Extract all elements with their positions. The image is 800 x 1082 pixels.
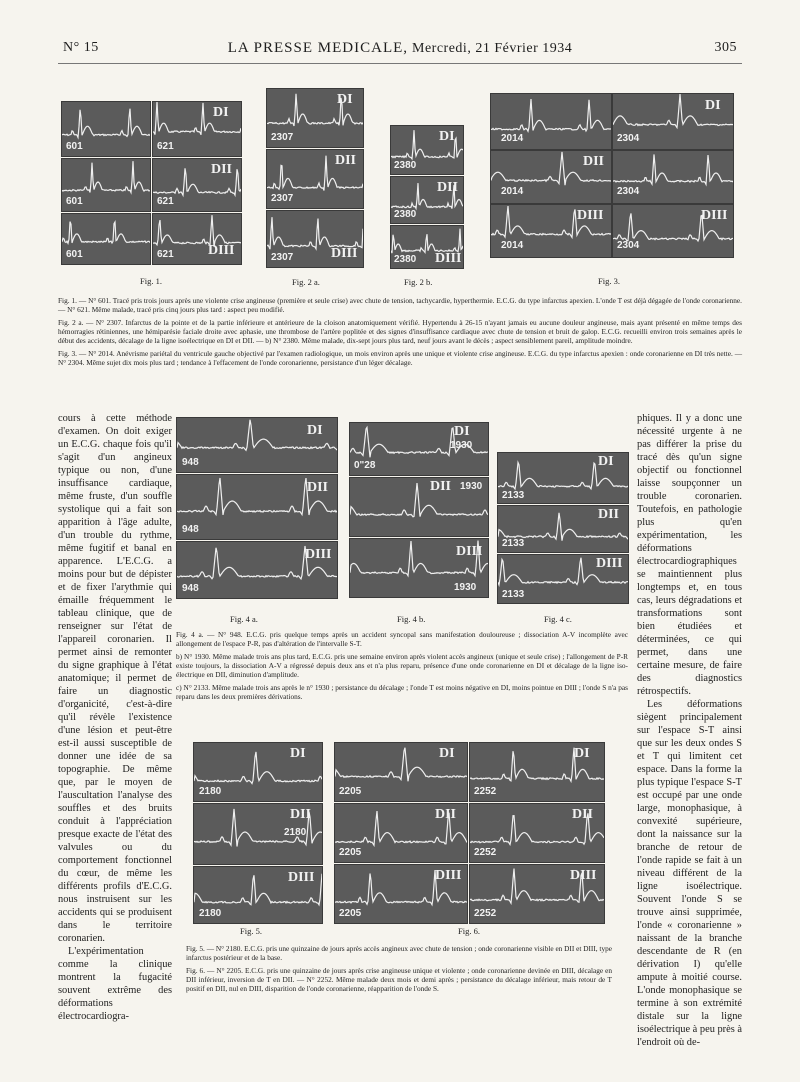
ecg-strip — [349, 422, 489, 476]
page-number: 305 — [714, 40, 737, 55]
ecg-strip — [152, 101, 242, 157]
tracing-number: 2252 — [474, 847, 497, 858]
tracing-number: 2180 — [199, 786, 222, 797]
ecg-waveform — [62, 109, 150, 138]
tracing-number: 1930 — [450, 440, 473, 451]
paragraph: Les déformations siègent principalement sur l'espace S-T ainsi que sur les deux ondes S et T qui limitent cet espace. Dans la forme la plus typique l'espace S-T est occupé par une onde large, monophasique, à convexité supérieure, dont la naissance sur la branche de retour de l'onde rapide se fait à un niveau différent de la ligne isoélectrique. Souvent l'onde S se trouve ainsi supprimée, l'onde « coronarienne » naissant de la branche descendante de R (en dérivation I) qu'elle ampute à moitié course. L'onde monophasique se termine à son extrémité distale sur la ligne isoélectrique à peu près à l'endroit où de- — [637, 699, 743, 1048]
ecg-strip — [193, 866, 323, 924]
figure-label: Fig. 4 c. — [544, 614, 572, 624]
ecg-strip — [176, 417, 338, 473]
ecg-strip — [490, 150, 612, 204]
lead-label: DIII — [331, 246, 358, 261]
tracing-number: 2133 — [502, 589, 525, 600]
figure-label: Fig. 4 b. — [397, 614, 426, 624]
lead-label: DIII — [305, 547, 332, 562]
ecg-strip — [61, 213, 151, 265]
tracing-number: 2307 — [271, 193, 294, 204]
ecg-strip — [266, 210, 364, 268]
tracing-number: 621 — [157, 249, 174, 260]
ecg-strip — [390, 225, 464, 269]
paragraph: L'expérimentation comme la clinique montrent la fugacité souvent extrême des déformations électrocardiogra- — [58, 946, 172, 1022]
ecg-strip — [152, 213, 242, 265]
tracing-number: 1930 — [460, 481, 483, 492]
lead-label: DII — [583, 154, 605, 169]
tracing-number: 601 — [66, 196, 83, 207]
tracing-number: 948 — [182, 524, 199, 535]
caption-fig4c: c) N° 2133. Même malade trois ans après le n° 1930 ; persistance du décalage ; l'onde T est moins négative en DI, moins pointue en DIII ; l'onde S n'a pas reparu dans les deux premières dérivations. — [176, 683, 628, 701]
ecg-strip — [266, 149, 364, 209]
ecg-strip — [497, 505, 629, 553]
tracing-number: 601 — [66, 141, 83, 152]
tracing-number: 2014 — [501, 186, 524, 197]
lead-label: DIII — [570, 868, 597, 883]
tracing-number: 2133 — [502, 538, 525, 549]
lead-label: DII — [211, 162, 233, 177]
tracing-number: 2307 — [271, 132, 294, 143]
lead-label: DII — [598, 507, 620, 522]
tracing-number: 2380 — [394, 160, 417, 171]
lead-label: DII — [290, 807, 312, 822]
lead-label: DIII — [456, 544, 483, 559]
ecg-strip — [497, 452, 629, 504]
top-captions — [58, 296, 742, 371]
tracing-number: 621 — [157, 196, 174, 207]
tracing-number: 2304 — [617, 186, 640, 197]
ecg-waveform — [491, 99, 611, 131]
lead-label: DII — [435, 807, 457, 822]
figure-label: Fig. 2 a. — [292, 277, 320, 287]
left-text-column — [58, 412, 172, 1023]
lead-label: DIII — [577, 208, 604, 223]
lead-label: DIII — [701, 208, 728, 223]
paragraph: phiques. Il y a donc une nécessité urgente à ne pas différer la prise du tracé dès qu'un signe objectif ou fonctionnel laisse soupçonner un trouble coronarien. Toutefois, en pathologie plus qu'en expérimentation, les déformations électrocardiographiques se maintiennent plus longtemps et, en tous cas, leurs dégradations et transformations sont bien étudiées et déterminées, ce qui permet, dans une certaine mesure, de faire des diagnostics rétrospectifs. — [637, 413, 742, 697]
tracing-number: 2380 — [394, 209, 417, 220]
caption-fig5: Fig. 5. — N° 2180. E.C.G. pris une quinzaine de jours après accès angineux avec chute de tension ; onde coronarienne visible en DII et DIII, type infarctus postérieur et de la base. — [186, 944, 612, 962]
ecg-strip — [61, 101, 151, 157]
tracing-number: 2307 — [271, 252, 294, 263]
time-marker: 0"28 — [354, 460, 376, 471]
ecg-strip — [334, 742, 468, 802]
ecg-strip — [193, 803, 323, 865]
ecg-strip — [497, 554, 629, 604]
ecg-strip — [349, 538, 489, 598]
caption-fig6: Fig. 6. — N° 2205. E.C.G. pris une quinzaine de jours après crise angineuse unique et violente ; onde coronarienne devinée en DIII, décalage en DII inférieur, inversion de T en DII. — N° 2252. Même malade deux mois et demi après ; persistance du décalage inférieur, mais retour de T positif en DII, nul en DIII, disparition de l'onde coronarienne, réapparition de l'onde S. — [186, 966, 612, 993]
ecg-strip — [469, 742, 605, 802]
ecg-strip — [349, 477, 489, 537]
figure-label: Fig. 2 b. — [404, 277, 433, 287]
lead-label: DI — [574, 746, 590, 761]
tracing-number: 2205 — [339, 847, 362, 858]
lead-label: DI — [337, 92, 353, 107]
ecg-waveform — [613, 154, 733, 184]
ecg-strip — [490, 204, 612, 258]
tracing-number: 2014 — [501, 240, 524, 251]
caption-fig3: Fig. 3. — N° 2014. Anévrisme pariétal du ventricule gauche objectivé par l'examen radiologique, un mois environ après une unique et violente crise angineuse. E.C.G. du type infarctus apexien : onde coronarienne en DI très nette. — N° 2304. Même sujet dix mois plus tard ; tendance à l'effacement de l'onde coronarienne, persistance d'un léger décalage. — [58, 349, 742, 367]
ecg-waveform — [267, 217, 363, 249]
tracing-number: 948 — [182, 583, 199, 594]
lead-label: DI — [454, 424, 470, 439]
ecg-strip — [390, 176, 464, 224]
lead-label: DI — [290, 746, 306, 761]
caption-fig4b: b) N° 1930. Même malade trois ans plus tard, E.C.G. pris une semaine environ après violent accès angineux (unique et seule crise) ; l'allongement de P-R existe toujours, la dissociation A-V a régressé depuis deux ans et n'a plus reparu, présence d'une onde coronarienne en DI et décalage de la ligne iso-électrique en DII, diminution d'amplitude. — [176, 652, 628, 679]
ecg-strip — [390, 125, 464, 175]
ecg-strip — [334, 864, 468, 924]
fig5-6-captions — [186, 944, 612, 997]
tracing-number: 2205 — [339, 908, 362, 919]
ecg-strip — [612, 204, 734, 258]
lead-label: DII — [307, 480, 329, 495]
issue-number: N° 15 — [63, 40, 99, 55]
tracing-number: 2252 — [474, 786, 497, 797]
issue-date: Mercredi, 21 Février 1934 — [412, 41, 573, 56]
tracing-number: 2380 — [394, 254, 417, 265]
lead-label: DI — [213, 105, 229, 120]
lead-label: DI — [439, 129, 455, 144]
ecg-waveform — [62, 222, 150, 244]
header-rule — [58, 63, 742, 64]
lead-label: DII — [437, 180, 459, 195]
lead-label: DII — [335, 153, 357, 168]
ecg-waveform — [62, 161, 150, 192]
ecg-strip — [176, 541, 338, 599]
tracing-number: 2133 — [502, 490, 525, 501]
lead-label: DIII — [288, 870, 315, 885]
ecg-strip — [469, 864, 605, 924]
ecg-strip — [193, 742, 323, 802]
lead-label: DIII — [208, 243, 235, 258]
journal-title-line — [0, 40, 800, 57]
tracing-number: 2180 — [199, 908, 222, 919]
lead-label: DIII — [435, 868, 462, 883]
lead-label: DI — [705, 98, 721, 113]
tracing-number: 2014 — [501, 133, 524, 144]
caption-fig2: Fig. 2 a. — N° 2307. Infarctus de la pointe et de la partie inférieure et antérieure de la cloison anatomiquement vérifié. Hypertendu à 26-15 n'ayant jamais eu aucune douleur angineuse, mais ayant présenté en même temps des hémorragies rétiniennes, une hémiparésie faciale droite avec aphasie, une thrombose de l'artère poplitée et des signes d'insuffisance cardiaque avec chute de tension et bruit de galop. E.C.G. recueilli environ trois semaines après le début des accidents, décalage de la ligne isoélectrique en DI et DII. — b) N° 2380. Même malade, dix-sept jours plus tard, neuf jours avant le décès ; aspect sensiblement pareil, amplitude moindre. — [58, 318, 742, 345]
lead-label: DIII — [596, 556, 623, 571]
ecg-strip — [176, 474, 338, 540]
caption-fig4a: Fig. 4 a. — N° 948. E.C.G. pris quelque temps après un accident syncopal sans manifestation douloureuse ; dissociation A-V incomplète avec allongement de l'espace P-R, pas d'altération de l'intervalle S-T. — [176, 630, 628, 648]
right-text-column — [637, 412, 742, 1049]
fig4-captions — [176, 630, 628, 705]
ecg-strip — [469, 803, 605, 863]
tracing-number: 948 — [182, 457, 199, 468]
figure-label: Fig. 5. — [240, 926, 262, 936]
ecg-strip — [612, 93, 734, 150]
caption-fig1: Fig. 1. — N° 601. Tracé pris trois jours après une violente crise angineuse (première et seule crise) avec chute de tension, tachycardie, hyperthermie. E.C.G. du type infarctus apexien. L'onde T est déjà dégagée de l'onde coronarienne. — N° 621. Même malade, tracé pris cinq jours plus tard : aspect peu modifié. — [58, 296, 742, 314]
tracing-number: 2304 — [617, 240, 640, 251]
ecg-strip — [334, 803, 468, 863]
figure-label: Fig. 4 a. — [230, 614, 258, 624]
ecg-strip — [266, 88, 364, 148]
ecg-strip — [612, 150, 734, 204]
figure-label: Fig. 6. — [458, 926, 480, 936]
tracing-number: 2180 — [284, 827, 307, 838]
lead-label: DI — [598, 454, 614, 469]
figure-label: Fig. 1. — [140, 276, 162, 286]
lead-label: DI — [439, 746, 455, 761]
ecg-strip — [490, 93, 612, 150]
ecg-waveform — [153, 215, 241, 247]
lead-label: DII — [430, 479, 452, 494]
tracing-number: 601 — [66, 249, 83, 260]
ecg-strip — [61, 158, 151, 212]
tracing-number: 2205 — [339, 786, 362, 797]
tracing-number: 621 — [157, 141, 174, 152]
lead-label: DII — [572, 807, 594, 822]
tracing-number: 1930 — [454, 582, 477, 593]
figure-label: Fig. 3. — [598, 276, 620, 286]
journal-name: LA PRESSE MEDICALE, — [227, 40, 409, 56]
tracing-number: 2304 — [617, 133, 640, 144]
lead-label: DIII — [435, 251, 462, 266]
paragraph: cours à cette méthode d'examen. On doit exiger un E.C.G. chaque fois qu'il s'agit d'un angineux typique ou non, d'une insuffisance cardiaque, même fruste, d'un souffle systolique qui a fait son apparition à l'âge adulte, d'un trouble du rythme, même fugitif et banal en apparence. L'E.C.G. a moins pour but de dépister et de fixer l'arythmie qui émaille fréquemment le tableau clinique, que de renseigner sur l'état de l'appareil coronarien. Il permet ainsi de remonter du signe graphique à l'état anatomique; il permet de faire un diagnostic d'organicité, c'est-à-dire qu'il révèle l'existence d'une lésion et peut-être est-il aussi susceptible de donner une idée de sa topographie. De même que, par le moyen de l'auscultation l'analyse des souffles et des bruits conduit à l'appréciation presque exacte de l'état des valvules ou du comportement fonctionnel du cœur, de même les différents profils d'E.C.G. nous instruisent sur les accidents qui se produisent dans le territoire coronarien. — [58, 413, 172, 944]
ecg-waveform — [391, 229, 463, 254]
ecg-strip — [152, 158, 242, 212]
tracing-number: 2252 — [474, 908, 497, 919]
lead-label: DI — [307, 423, 323, 438]
